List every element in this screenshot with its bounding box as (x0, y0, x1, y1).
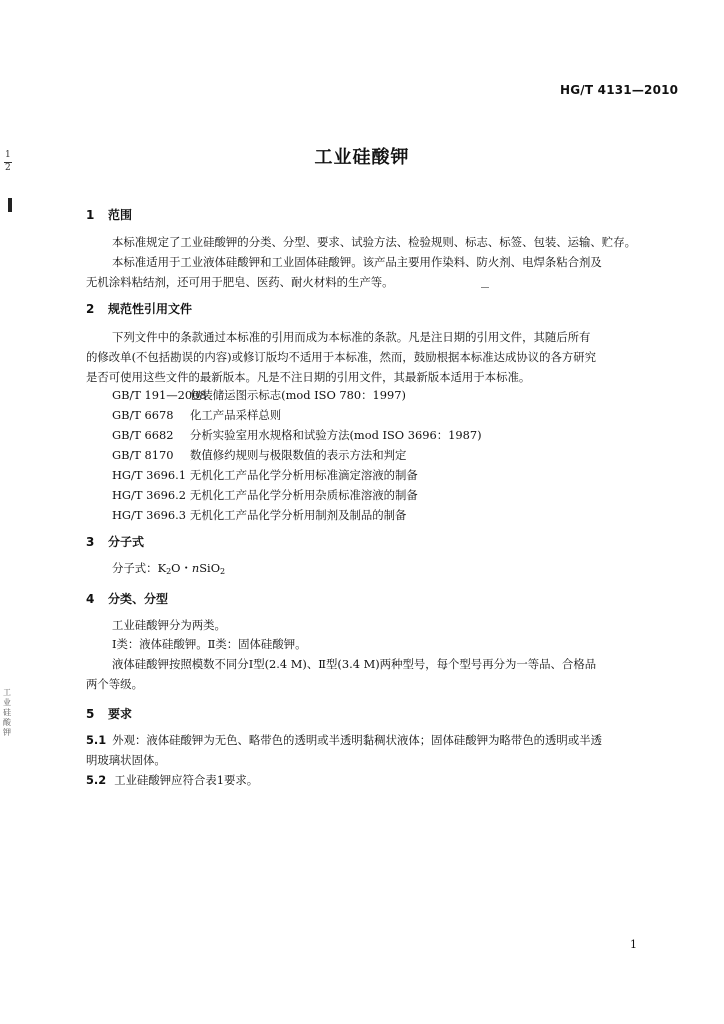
stray-mark (481, 287, 489, 288)
reference-item (112, 405, 281, 425)
paragraph: 本标准适用于工业液体硅酸钾和工业固体硅酸钾。该产品主要用作染料、防火剂、电焊条粘合剂及 (112, 255, 602, 269)
section-number: 4 (86, 592, 95, 606)
section-title: 分类、分型 (108, 592, 169, 606)
paragraph: 本标准规定了工业硅酸钾的分类、分型、要求、试验方法、检验规则、标志、标签、包装、运输、贮存。 (112, 235, 636, 249)
section-3-heading (86, 533, 144, 550)
margin-side-text: 工业硅酸钾 (3, 688, 11, 737)
paragraph: 下列文件中的条款通过本标准的引用而成为本标准的条款。凡是注日期的引用文件，其随后所有 (112, 330, 591, 344)
margin-bar (8, 198, 12, 212)
paragraph-continuation: 无机涂料粘结剂，还可用于肥皂、医药、耐火材料的生产等。 (86, 275, 394, 289)
reference-item (112, 465, 418, 485)
clause-5-1 (86, 730, 602, 750)
reference-item (112, 425, 482, 445)
paragraph-continuation: 的修改单(不包括勘误的内容)或修订版均不适用于本标准，然而，鼓励根据本标准达成协议的各方研究 (86, 350, 597, 364)
reference-title: 无机化工产品化学分析用标准滴定溶液的制备 (190, 468, 418, 482)
clause-number: 5.2 (86, 773, 107, 787)
reference-code: HG/T 3696.3 (112, 508, 186, 522)
section-title: 规范性引用文件 (108, 302, 193, 316)
document-title: 工业硅酸钾 (314, 147, 410, 168)
section-number: 1 (86, 208, 95, 222)
reference-item (112, 485, 418, 505)
reference-code: HG/T 3696.2 (112, 488, 186, 502)
page-number: 1 (630, 938, 637, 951)
reference-item (112, 385, 406, 405)
reference-code: GB/T 6678 (112, 408, 174, 422)
paragraph: 液体硅酸钾按照模数不同分Ⅰ型(2.4 M)、Ⅱ型(3.4 M)两种型号，每个型号再分为一等品、合格品 (112, 657, 597, 671)
reference-code: HG/T 3696.1 (112, 468, 186, 482)
formula-subscript: 2 (220, 567, 226, 576)
formula-subscript: 2 (166, 567, 172, 576)
paragraph-continuation: 明玻璃状固体。 (86, 753, 166, 767)
section-number: 5 (86, 707, 95, 721)
paragraph: Ⅰ类：液体硅酸钾。Ⅱ类：固体硅酸钾。 (112, 637, 307, 651)
reference-title: 数值修约规则与极限数值的表示方法和判定 (190, 448, 407, 462)
section-title: 分子式 (108, 535, 145, 549)
formula-prefix: 分子式：K (112, 561, 167, 575)
reference-title: 包装储运图示标志(mod ISO 780：1997) (190, 388, 406, 402)
formula-sio: SiO (199, 561, 221, 575)
paragraph: 工业硅酸钾分为两类。 (112, 618, 226, 632)
section-5-heading (86, 705, 132, 722)
formula-middle: O・ (171, 561, 192, 575)
section-number: 2 (86, 302, 95, 316)
reference-item (112, 505, 406, 525)
formula-n: n (191, 561, 200, 575)
margin-fraction-denominator: 2 (5, 163, 11, 173)
reference-title: 无机化工产品化学分析用杂质标准溶液的制备 (190, 488, 418, 502)
section-title: 范围 (108, 208, 133, 222)
molecular-formula (112, 558, 225, 582)
clause-number: 5.1 (86, 733, 107, 747)
reference-code: GB/T 6682 (112, 428, 174, 442)
paragraph-continuation: 是否可使用这些文件的最新版本。凡是不注日期的引用文件，其最新版本适用于本标准。 (86, 370, 531, 384)
section-title: 要求 (108, 707, 133, 721)
reference-title: 分析实验室用水规格和试验方法(mod ISO 3696：1987) (190, 428, 482, 442)
section-1-heading (86, 206, 132, 223)
reference-title: 化工产品采样总则 (190, 408, 282, 422)
clause-text: 工业硅酸钾应符合表1要求。 (114, 773, 259, 787)
paragraph-continuation: 两个等级。 (86, 677, 143, 691)
section-4-heading (86, 590, 168, 607)
standard-code: HG/T 4131—2010 (560, 83, 679, 97)
clause-5-2 (86, 770, 258, 790)
margin-fraction-numerator: 1 (5, 150, 11, 160)
reference-code: GB/T 191—2008 (112, 388, 207, 402)
reference-code: GB/T 8170 (112, 448, 174, 462)
section-number: 3 (86, 535, 95, 549)
section-2-heading (86, 300, 192, 317)
clause-text: 外观：液体硅酸钾为无色、略带色的透明或半透明黏稠状液体；固体硅酸钾为略带色的透明或半透 (112, 733, 602, 747)
reference-item (112, 445, 406, 465)
reference-title: 无机化工产品化学分析用制剂及制品的制备 (190, 508, 407, 522)
